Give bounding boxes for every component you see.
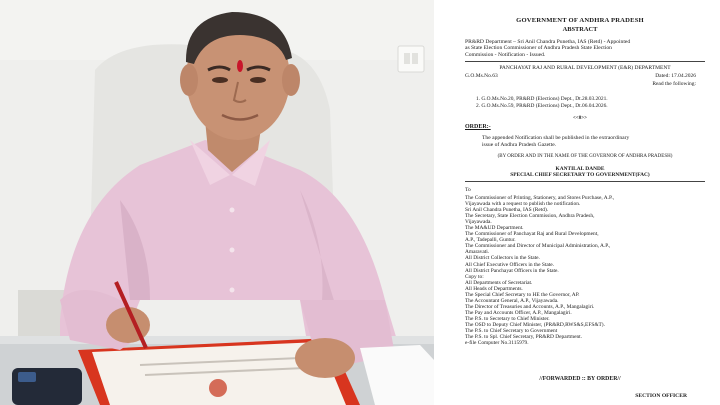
- reference-item: 1. G.O.Ms.No.20, PR&RD (Elections) Dept., Dt.28.03.2021.: [476, 96, 608, 102]
- government-order-document: [440, 0, 720, 405]
- signatory-block: [440, 166, 720, 179]
- reference-item: 2. G.O.Ms.No.59, PR&RD (Elections) Dept., Dt.06.04.2026.: [476, 102, 608, 109]
- recipient-line: All Chief Executive Officers in the State.: [465, 261, 554, 268]
- divider-rule: [465, 181, 705, 182]
- recipient-line: Amaravati.: [465, 249, 490, 256]
- recipient-line: All Heads of Departments.: [465, 285, 523, 292]
- recipient-line: The Commissioner of Printing, Stationery, and Stores Purchase, A.P.,: [465, 195, 615, 201]
- recipient-line: The P.S. to Chief Secretary to Government: [465, 328, 558, 335]
- subject-block: [465, 39, 705, 58]
- order-date: Dated: 17.04.2026: [655, 73, 696, 79]
- signatory-title: SPECIAL CHIEF SECRETARY TO GOVERNMENT(FAC): [510, 172, 650, 179]
- subject-line: Commission - Notification - Issued.: [465, 51, 546, 58]
- recipient-line: All District Panchayat Officers in the State.: [465, 267, 559, 274]
- tilak-mark: [237, 60, 243, 72]
- recipients-list: [465, 195, 710, 346]
- references-list: [476, 96, 608, 110]
- subject-line: as State Election Commissioner of Andhra Pradesh State Election: [465, 45, 612, 52]
- recipient-line: The Special Chief Secretary to HE the Governor, AP.: [465, 291, 580, 298]
- recipient-line: The MA&UD Department.: [465, 225, 524, 232]
- go-number: G.O.Ms.No.63: [465, 73, 498, 79]
- government-title: GOVERNMENT OF ANDHRA PRADESH: [516, 17, 644, 24]
- recipient-line: Vijayawada with a request to publish the notification.: [465, 201, 581, 208]
- signatory-name: KANTILAL DANDE: [555, 166, 605, 172]
- recipient-line: The Commissioner of Panchayat Raj and Rural Development,: [465, 231, 599, 238]
- section-ornament: <<0>>: [573, 116, 587, 121]
- to-label: To: [465, 187, 471, 193]
- recipient-line: The P.S. to Spl. Chief Secretary, PR&RD Department.: [465, 334, 583, 341]
- recipient-line: All Departments of Secretariat.: [465, 279, 533, 286]
- section-officer-label: SECTION OFFICER: [635, 393, 687, 399]
- recipient-line: Copy to:: [465, 273, 484, 280]
- recipient-line: e-file Computer No.3115979.: [465, 340, 529, 347]
- resting-hand: [295, 338, 355, 378]
- order-body-line: issue of Andhra Pradesh Gazette.: [482, 142, 557, 148]
- order-body-line: The appended Notification shall be published in the extraordinary: [482, 135, 630, 141]
- recipient-line: The Commissioner and Director of Municipal Administration, A.P.,: [465, 243, 611, 250]
- abstract-label: ABSTRACT: [562, 26, 598, 33]
- recipient-line: The Accountant General, A.P., Vijayawada.: [465, 297, 559, 304]
- recipient-line: The OSD to Deputy Chief Minister, (PR&RD,RWS&S,EFS&T).: [465, 321, 605, 328]
- by-order-line: (BY ORDER AND IN THE NAME OF THE GOVERNOR OF ANDHRA PRADESH): [497, 154, 673, 159]
- recipient-line: The Secretary, State Election Commission, Andhra Pradesh,: [465, 213, 595, 220]
- recipient-line: Sri Anil Chandra Punetha, IAS (Retd).: [465, 207, 549, 214]
- divider-rule: [465, 61, 705, 62]
- order-body: [482, 135, 694, 149]
- recipient-line: The P.S. to Secretary to Chief Minister.: [465, 315, 550, 322]
- recipient-line: All District Collectors in the State.: [465, 255, 540, 262]
- recipient-line: A.P., Tadepalli, Guntur.: [465, 237, 516, 244]
- subject-line: PR&RD Department – Sri Anil Chandra Punetha, IAS (Retd) - Appointed: [465, 39, 631, 45]
- recipient-line: The Director of Treasuries and Accounts, A.P., Mangalagiri.: [465, 303, 595, 310]
- read-following-label: Read the following:: [652, 81, 696, 87]
- department-line: PANCHAYAT RAJ AND RURAL DEVELOPMENT (E&R) DEPARTMENT: [499, 65, 671, 71]
- wall-switch: [398, 46, 424, 72]
- recipient-line: Vijayawada.: [465, 219, 492, 226]
- order-heading: ORDER:-: [465, 124, 491, 130]
- recipient-line: The Pay and Accounts Officer, A.P., Mangalagiri.: [465, 309, 572, 316]
- forwarded-line: //FORWARDED :: BY ORDER//: [539, 376, 621, 382]
